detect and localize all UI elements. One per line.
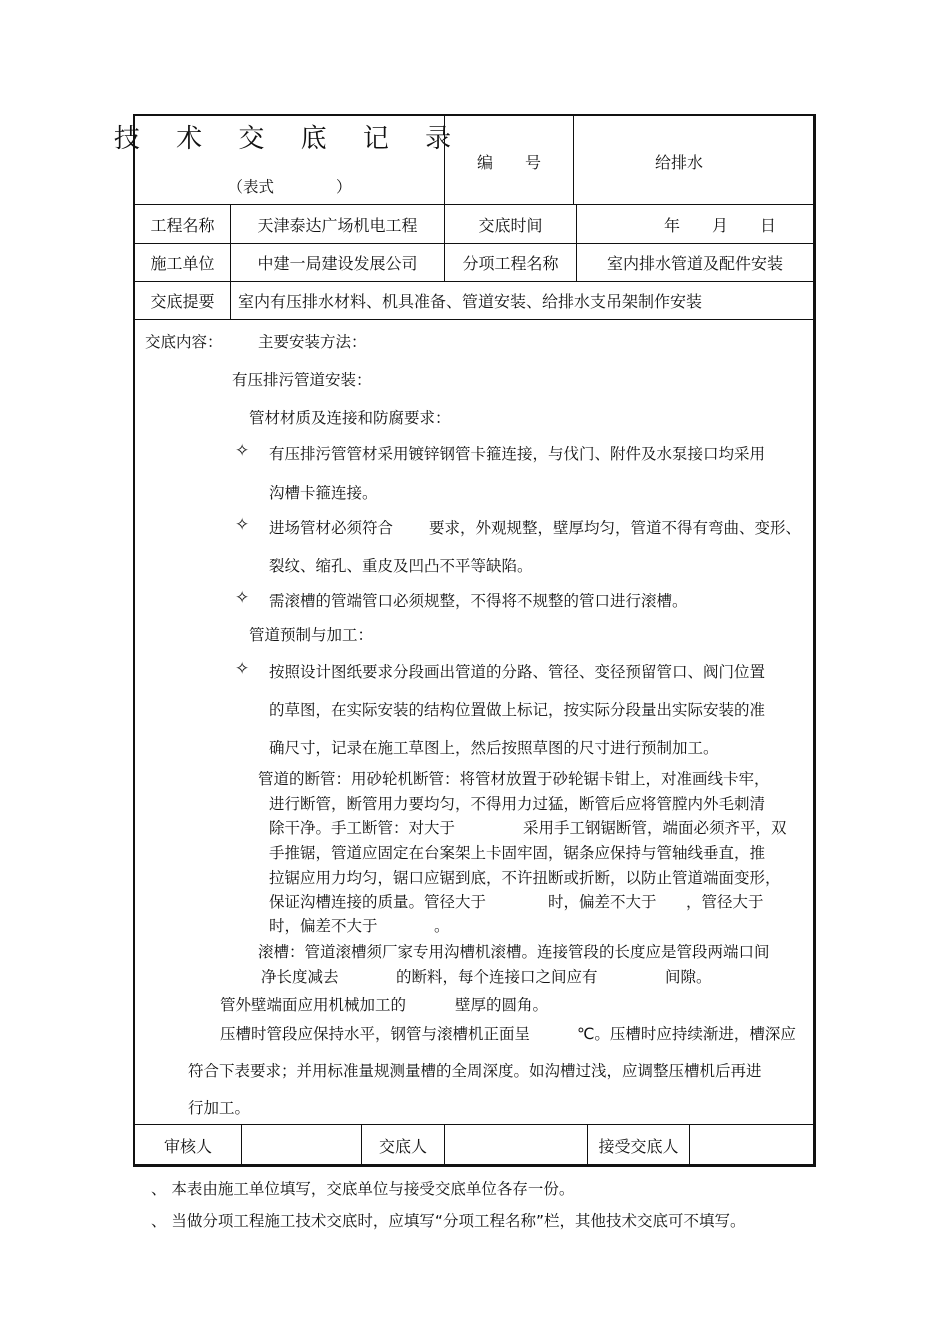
bullet-icon: ✧ bbox=[235, 588, 250, 608]
page-title: 技 术 交 底 记 录 bbox=[113, 123, 466, 154]
number-value: 给排水 bbox=[654, 152, 703, 172]
text-line: 确尺寸，记录在施工草图上，然后按照草图的尺寸进行预制加工。 bbox=[269, 739, 719, 757]
reviewer-label: 审核人 bbox=[163, 1136, 212, 1156]
text-line: ，管径大于 bbox=[686, 893, 764, 911]
text-line: 进行断管，断管用力要均匀，不得用力过猛，断管后应将管膛内外毛刺清 bbox=[269, 795, 766, 813]
method-heading: 主要安装方法： bbox=[258, 333, 367, 351]
text-line: 壁厚的圆角。 bbox=[455, 996, 549, 1014]
date-label: 交底时间 bbox=[478, 215, 543, 235]
section-heading: 有压排污管道安装： bbox=[232, 371, 372, 389]
text-line: 保证沟槽连接的质量。管径大于 bbox=[269, 893, 487, 911]
text-line: 时，偏差不大于 bbox=[269, 917, 378, 935]
unit-label: 施工单位 bbox=[150, 254, 215, 273]
text-line: 压槽时管段应保持水平，钢管与滚槽机正面呈 bbox=[220, 1025, 531, 1043]
text-line: 有压排污管管材采用镀锌钢管卡箍连接，与伐门、附件及水泵接口均采用 bbox=[269, 445, 766, 463]
text-line: 除干净。手工断管：对大于 bbox=[269, 819, 456, 837]
subproject-label: 分项工程名称 bbox=[462, 254, 559, 273]
text-line: 管道的断管：用砂轮机断管：将管材放置于砂轮锯卡钳上，对准画线卡牢， bbox=[258, 770, 770, 788]
text-line: 管外壁端面应用机械加工的 bbox=[220, 996, 407, 1014]
text-line: 滚槽：管道滚槽须厂家专用沟槽机滚槽。连接管段的长度应是管段两端口间 bbox=[258, 943, 770, 961]
bullet-icon: ✧ bbox=[235, 515, 250, 535]
date-value: 年 月 日 bbox=[664, 215, 777, 235]
reviewer-field[interactable] bbox=[242, 1125, 361, 1165]
text-line: 的草图，在实际安装的结构位置做上标记，按实际分段量出实际安装的准 bbox=[269, 701, 766, 719]
number-label: 编 号 bbox=[476, 152, 541, 172]
unit-value: 中建一局建设发展公司 bbox=[257, 254, 418, 273]
text-line: 时，偏差不大于 bbox=[548, 893, 657, 911]
text-line: 裂纹、缩孔、重皮及凹凸不平等缺陷。 bbox=[269, 557, 533, 575]
text-line: 手推锯，管道应固定在台案架上卡固牢固，锯条应保持与管轴线垂直，推 bbox=[269, 844, 766, 862]
receiver-label: 接受交底人 bbox=[598, 1136, 679, 1156]
bullet-icon: ✧ bbox=[235, 441, 250, 461]
footnote: 、 本表由施工单位填写，交底单位与接受交底单位各存一份。 bbox=[151, 1180, 575, 1198]
bullet-icon: ✧ bbox=[235, 659, 250, 679]
project-name-value: 天津泰达广场机电工程 bbox=[257, 215, 418, 235]
sub-heading: 管材材质及连接和防腐要求： bbox=[249, 409, 451, 427]
text-line: 沟槽卡箍连接。 bbox=[269, 484, 378, 502]
text-line: 要求，外观规整，壁厚均匀，管道不得有弯曲、变形、 bbox=[429, 519, 802, 537]
text-line: 进场管材必须符合 bbox=[269, 519, 394, 537]
text-line: 按照设计图纸要求分段画出管道的分路、管径、变径预留管口、阀门位置 bbox=[269, 663, 766, 681]
footnote: 、 当做分项工程施工技术交底时，应填写“分项工程名称”栏，其他技术交底可不填写。 bbox=[151, 1212, 746, 1230]
content-label: 交底内容： bbox=[145, 333, 223, 351]
text-line: 。 bbox=[434, 917, 450, 935]
receiver-field[interactable] bbox=[690, 1125, 814, 1165]
text-line: 需滚槽的管端管口必须规整，不得将不规整的管口进行滚槽。 bbox=[269, 592, 688, 610]
text-line: 净长度减去 bbox=[261, 968, 339, 986]
text-line: 采用手工钢锯断管，端面必须齐平，双 bbox=[523, 819, 787, 837]
text-line: 拉锯应用力均匀，锯口应锯到底，不许扭断或折断，以防止管道端面变形， bbox=[269, 869, 781, 887]
summary-value: 室内有压排水材料、机具准备、管道安装、给排水支吊架制作安装 bbox=[238, 292, 703, 311]
summary-label: 交底提要 bbox=[150, 292, 215, 311]
form-type-label: （表式 ） bbox=[227, 178, 352, 196]
text-line: 的断料，每个连接口之间应有 bbox=[396, 968, 598, 986]
row-divider bbox=[133, 319, 816, 320]
discloser-field[interactable] bbox=[445, 1125, 587, 1165]
text-line: 符合下表要求；并用标准量规测量槽的全周深度。如沟槽过浅，应调整压槽机后再进 bbox=[188, 1062, 762, 1080]
subproject-value: 室内排水管道及配件安装 bbox=[606, 254, 783, 273]
discloser-label: 交底人 bbox=[378, 1136, 427, 1156]
text-line: 间隙。 bbox=[665, 968, 712, 986]
sub-heading: 管道预制与加工： bbox=[249, 626, 374, 644]
project-name-label: 工程名称 bbox=[150, 215, 215, 235]
text-line: ℃。压槽时应持续渐进，槽深应 bbox=[577, 1025, 796, 1043]
text-line: 行加工。 bbox=[188, 1099, 251, 1117]
